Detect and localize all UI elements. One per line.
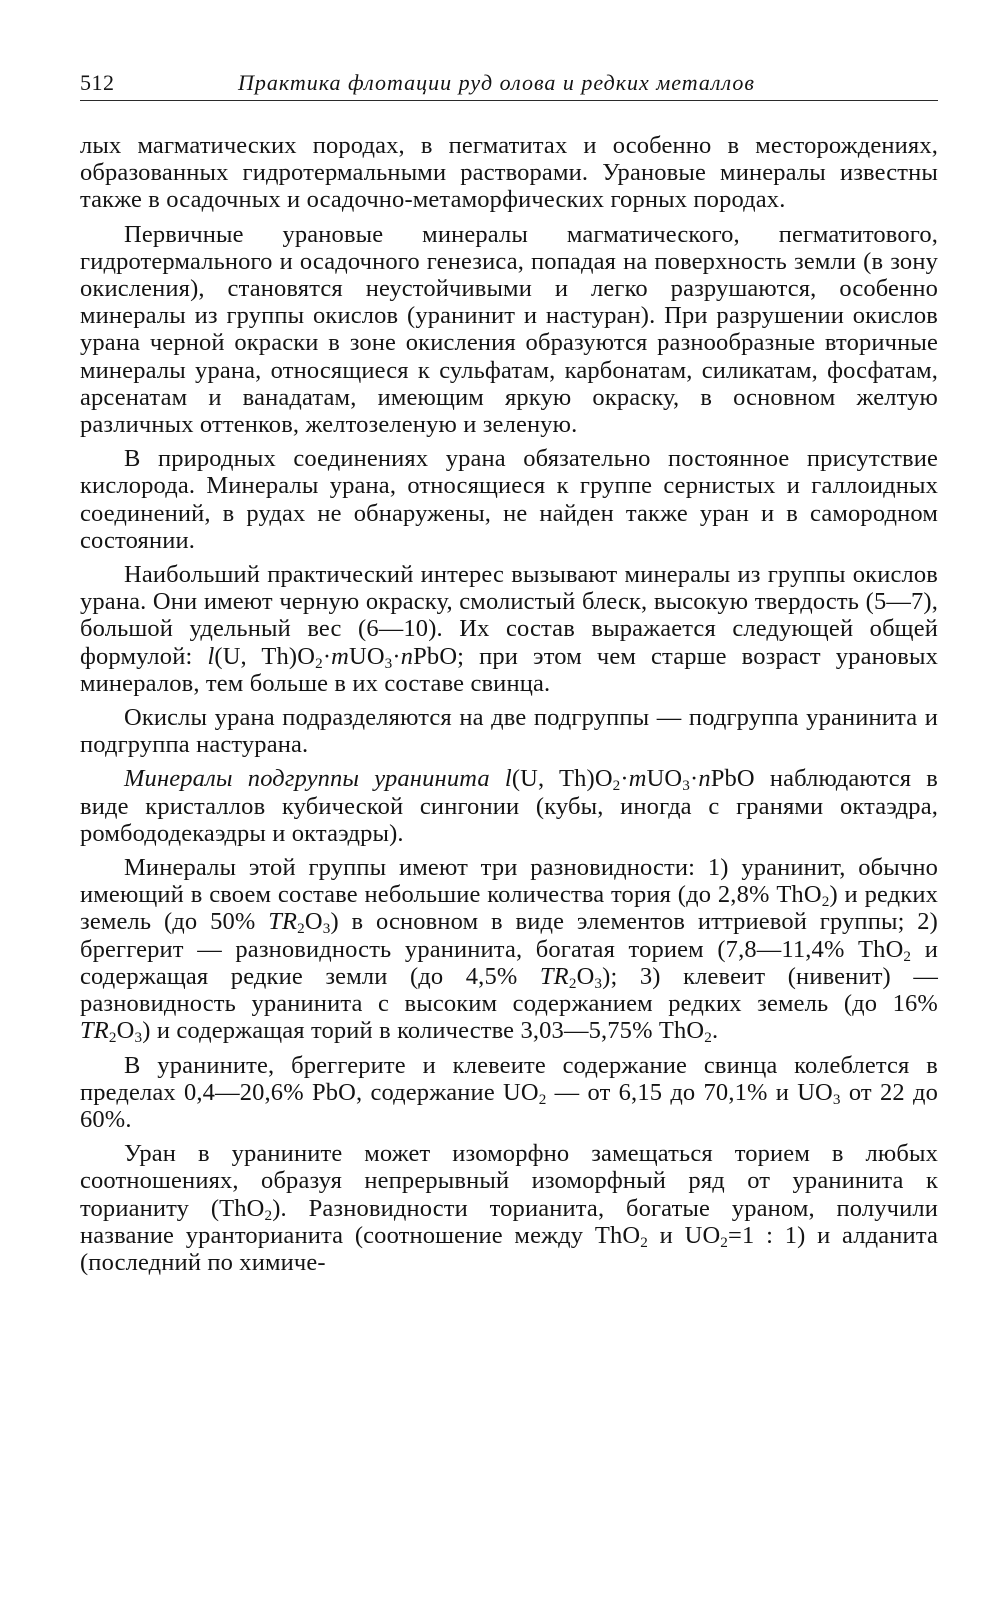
text-run [490,765,505,792]
subscript: 3 [832,1090,841,1108]
text-run: ). Разновидности торианита, богатые ураном, получили название уранторианита (соотношение между ThO [80,1194,938,1249]
subscript: 2 [315,654,323,672]
paragraph [80,854,939,1047]
subscript: 2 [264,1206,273,1224]
text-run: · [690,765,699,793]
text-run: . [712,1017,719,1045]
paragraph [80,132,938,214]
text-run: =1 : 1) и алданита (последний по химиче- [80,1221,938,1276]
text-run: Уран в уранините может изоморфно замещаться торием в любых соотношениях, образуя непрерывный изоморфный ряд от уранинита к торианиту (ThO [80,1140,938,1222]
italic-text: TR [539,962,569,990]
text-run: ) и редких земель (до 50% [80,881,938,936]
subscript: 2 [612,777,621,795]
text-run: (U, Th)O [214,642,316,670]
subscript: 2 [108,1029,117,1047]
text-run: Окислы урана подразделяются на две подгруппы — подгруппа уранинита и подгруппа настурана. [80,704,938,759]
text-run: · [392,642,401,670]
italic-text: m [331,642,349,670]
italic-text: TR [80,1017,109,1045]
italic-text: l [207,642,215,670]
running-title: Практика флотации руд олова и редких металлов [238,70,755,95]
text-run: ) в основном в виде элементов иттриевой группы; 2) бреггерит — разновидность уранинита, богатая торием (7,8—11,4% ThO [80,908,938,963]
text-run: лых магматических породах, в пегматитах и особенно в месторождениях, образованных гидротермальными растворами. Урановые минералы известны также в осадочных и осадочно-метаморфических горных породах. [80,132,938,214]
text-run: и UO [647,1221,721,1249]
paragraph [80,561,938,697]
text-run: ) и содержащая торий в количестве 3,03—5,75% ThO [142,1017,705,1045]
text-run: O [304,908,323,936]
italic-text: n [400,642,414,670]
subscript: 3 [594,974,603,992]
paragraph [80,1052,938,1134]
text-run: В уранините, бреггерите и клевеите содержание свинца колеблется в пределах 0,4—20,6% PbO, содержание UO [80,1051,938,1106]
text-run: · [322,642,332,670]
italic-text: l [504,765,512,793]
subscript: 2 [903,947,912,965]
text-run: PbO; при этом чем старше возраст урановых минералов, тем больше в их составе свинца. [80,642,938,697]
text-run: PbO наблюдаются в виде кристаллов кубической сингонии (кубы, иногда с гранями октаэдра, ромбододекаэдры и октаэдры). [80,765,938,847]
header-rule [80,100,938,101]
subscript: 2 [297,920,305,938]
text-run: O [116,1017,135,1045]
subscript: 2 [568,974,577,992]
subscript: 3 [322,920,331,938]
italic-text: TR [268,908,298,936]
text-run: ); 3) клевеит (нивенит) — разновидность уранинита с высоким содержанием редких земель (до 16% [80,962,939,1018]
text-run: Первичные урановые минералы магматического, пегматитового, гидротермального и осадочного генезиса, попадая на поверхность земли (в зону окисления), становятся неустойчивыми и легко разрушаются, особенно минералы из группы окислов (уранинит и настуран). При разрушении окислов урана черной окраски в зоне окисления образуются разнообразные вторичные минералы урана, относящиеся к сульфатам, карбонатам, силикатам, фосфатам, арсенатам и ванадатам, имеющим яркую окраску, в основном желтую различных оттенков, желтозеленую и зеленую. [80,220,938,439]
text-run: и содержащая редкие земли (до 4,5% [80,935,938,990]
text-run: O [576,962,595,990]
page-number: 512 [80,70,115,95]
subscript: 2 [538,1090,547,1108]
subscript: 2 [720,1233,729,1251]
text-run: UO [348,642,385,670]
text-run: Минералы этой группы имеют три разновидности: 1) уранинит, обычно имеющий в своем составе небольшие количества тория (до 2,8% ThO [80,854,938,909]
text-run: (U, Th)O [511,765,613,793]
text-run: Наибольший практический интерес вызывают минералы из группы окислов урана. Они имеют черную окраску, смолистый блеск, высокую твердость (5—7), большой удельный вес (6—10). Их состав выражается следующей общей формулой: [80,561,938,670]
text-run: — от 6,15 до 70,1% и UO [546,1078,833,1106]
running-header [80,68,938,102]
paragraph [80,1140,938,1276]
text-run: В природных соединениях урана обязательно постоянное присутствие кислорода. Минералы урана, относящиеся к группе сернистых и галлоидных соединений, в рудах не обнаружены, не найден также уран и в самородном состоянии. [80,445,938,554]
subscript: 3 [682,777,691,795]
subscript: 3 [134,1029,143,1047]
text-run: от 22 до 60%. [80,1078,938,1133]
text-run: UO [646,765,683,793]
paragraph [80,765,938,847]
subscript: 2 [640,1233,648,1251]
paragraph [80,704,938,758]
subscript: 2 [821,893,830,911]
paragraph [80,221,938,439]
book-page [80,68,938,1276]
italic-text: Минералы подгруппы уранинита [124,765,490,793]
text-run: · [620,765,629,793]
italic-text: m [628,765,647,793]
subscript: 2 [704,1029,713,1047]
body-text [80,132,938,1276]
italic-text: n [698,765,711,793]
paragraph [80,445,938,554]
subscript: 3 [384,654,393,672]
